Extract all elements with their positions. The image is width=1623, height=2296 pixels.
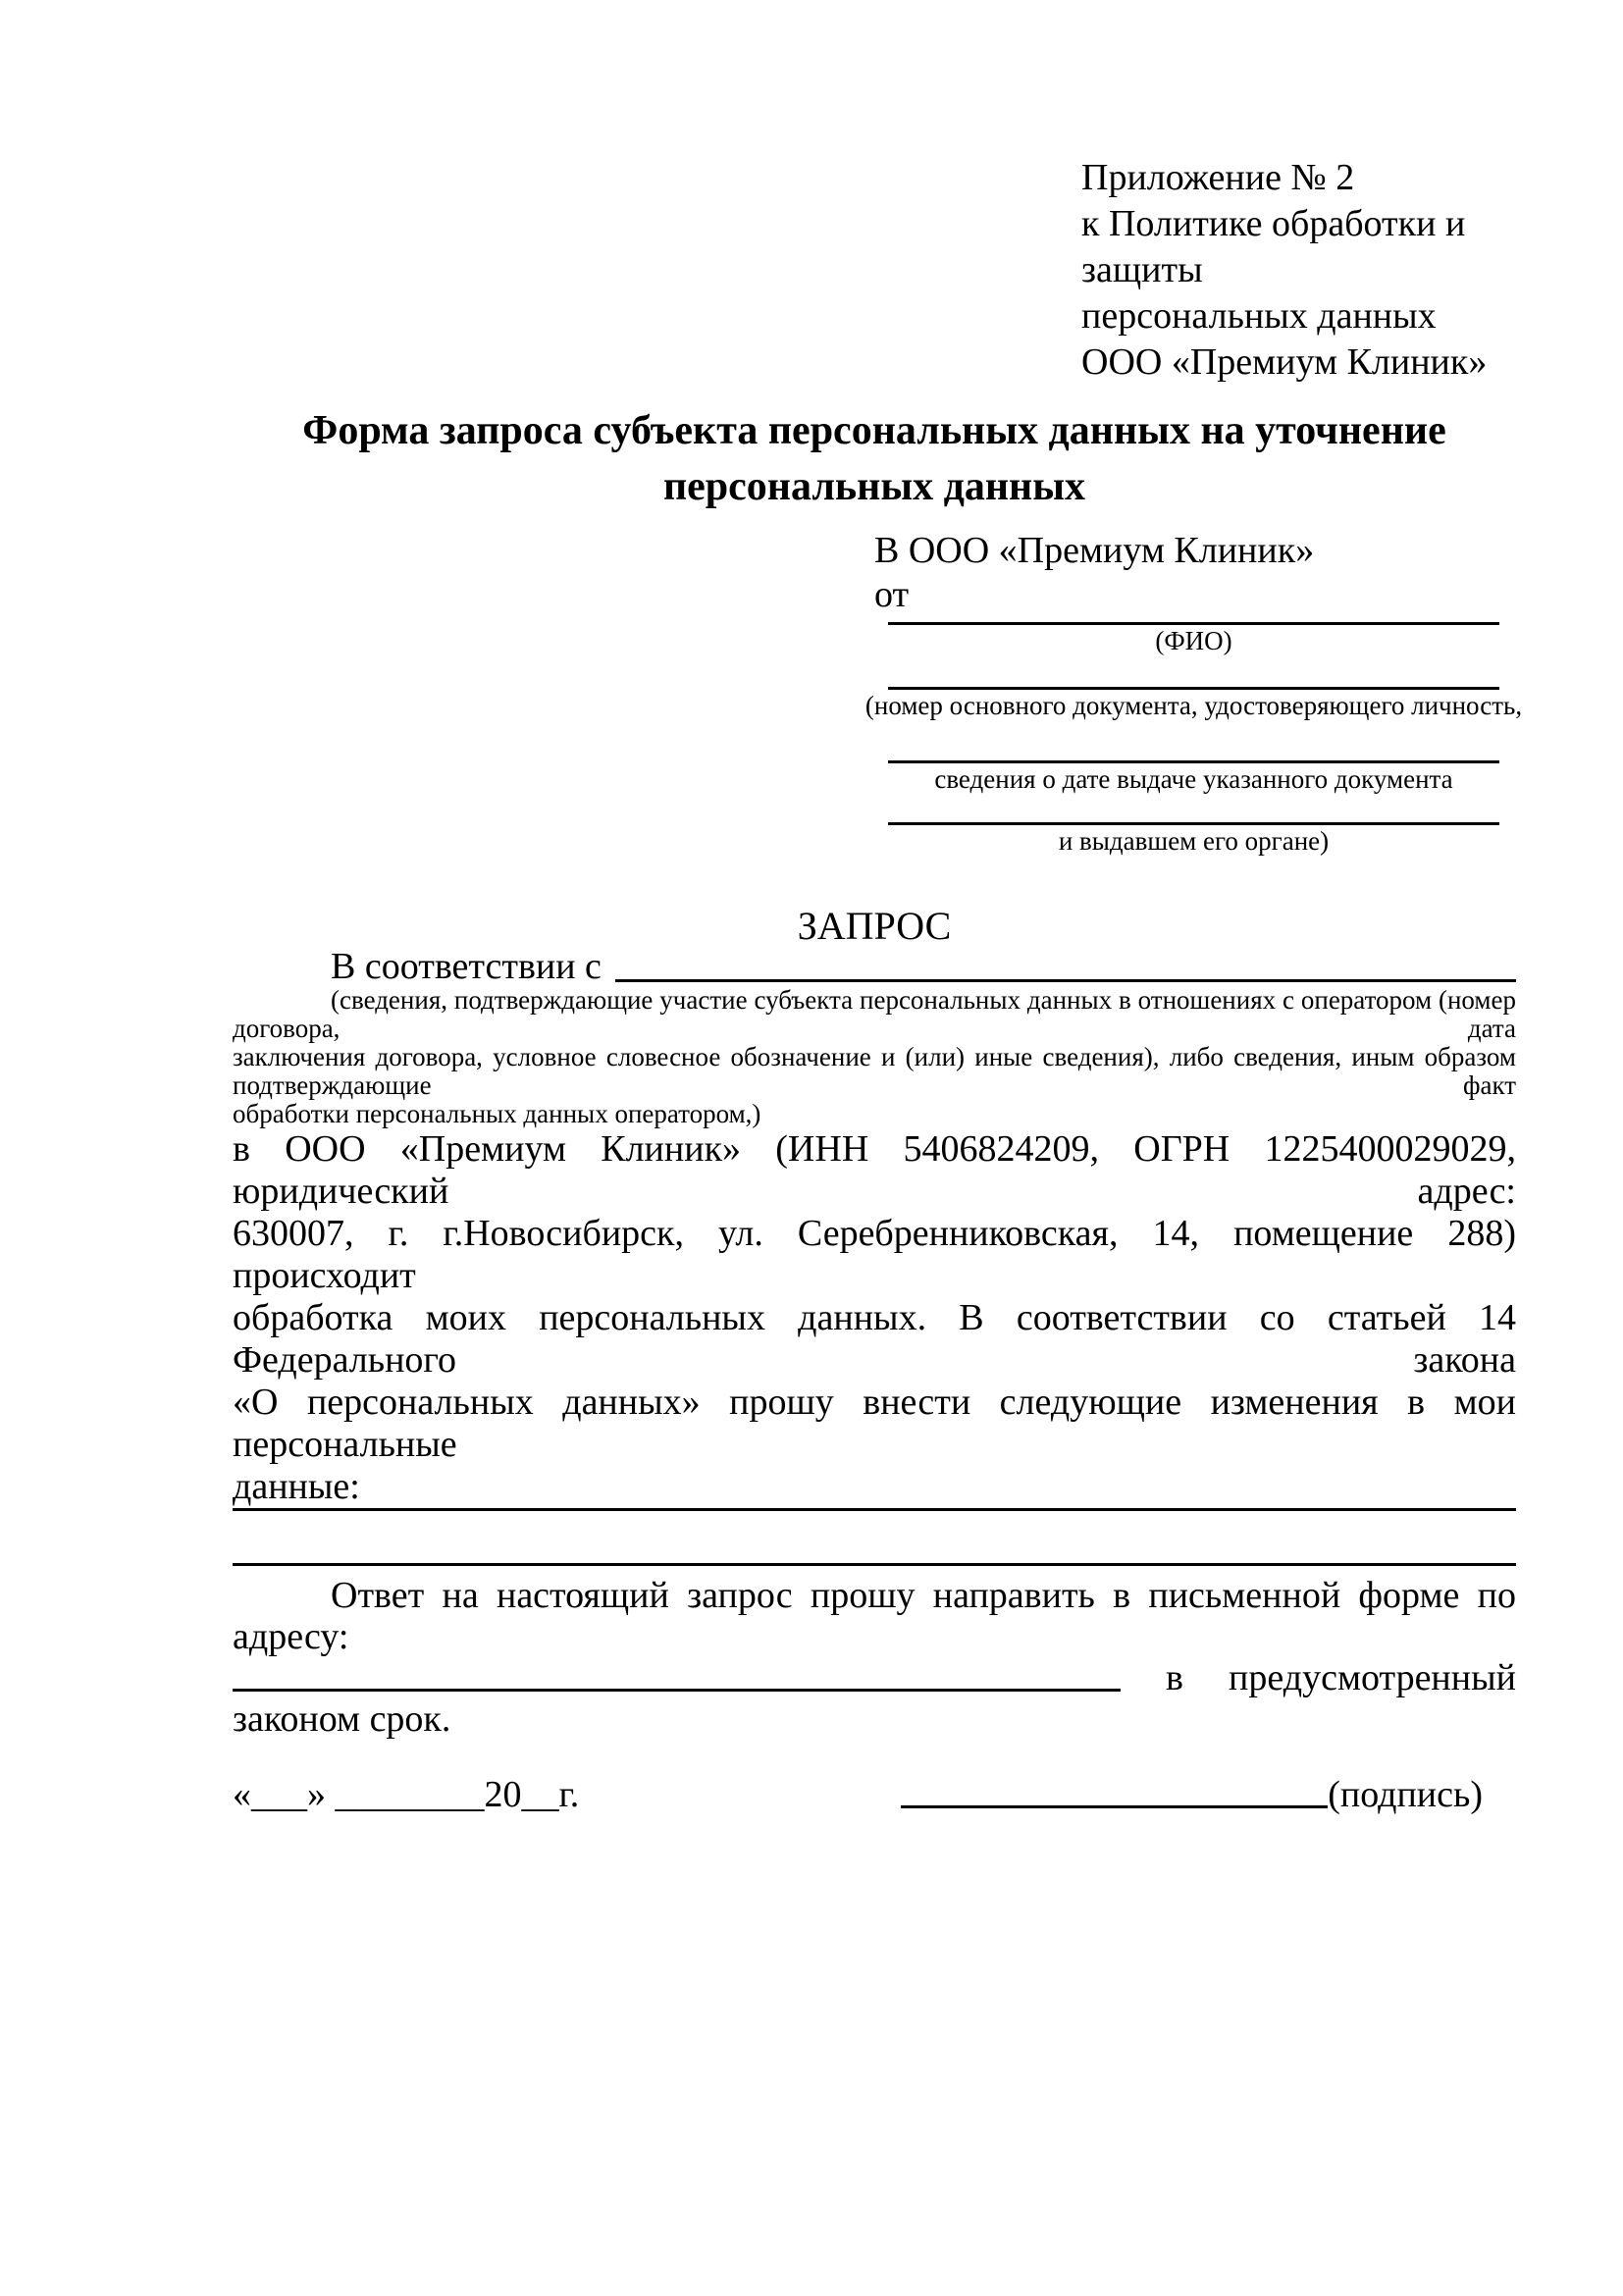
signature-block	[901, 1773, 1483, 1816]
issue-date-caption-text: сведения о дате выдаче указанного документа	[934, 764, 1453, 794]
basis-caption-line: заключения договора, условное словесное обозначение и (или) иные сведения), либо сведения, иным образом подтверждающие факт	[233, 1042, 1516, 1100]
issue-date-caption	[888, 763, 1499, 795]
addressee-to: В ООО «Премиум Клиник»	[874, 530, 1315, 571]
address-blank-line	[233, 1689, 1121, 1692]
document-title-line: Форма запроса субъекта персональных данных на уточнение	[302, 408, 1446, 453]
reply-paragraph	[233, 1575, 1516, 1740]
fio-blank-line	[888, 617, 1499, 625]
fio-caption-text: (ФИО)	[1155, 626, 1232, 655]
accordance-blank-line	[615, 979, 1516, 982]
doc-number-caption-text: (номер основного документа, удостоверяющего личность,	[864, 691, 1523, 720]
reply-word-stipulated: предусмотренный	[1229, 1657, 1516, 1698]
basis-caption-line: обработки персональных данных оператором,)	[233, 1099, 761, 1128]
issuing-authority-caption-text: и выдавшем его органе)	[1058, 826, 1330, 856]
body-paragraph	[233, 1128, 1516, 1508]
body-line: данные:	[233, 1466, 360, 1507]
document-title	[233, 403, 1516, 515]
reply-address-line	[233, 1657, 1516, 1698]
reply-closing: законом срок.	[233, 1698, 451, 1740]
date-signature-row	[233, 1773, 1516, 1816]
body-line: в ООО «Премиум Клиник» (ИНН 5406824209, ОГРН 1225400029029, юридический адрес:	[233, 1128, 1516, 1212]
accordance-line	[233, 947, 1516, 986]
addressee-from-label: от	[874, 574, 910, 615]
signature-blank-line	[901, 1805, 1328, 1808]
request-heading: ЗАПРОС	[797, 904, 952, 948]
basis-caption-line: (сведения, подтверждающие участие субъекта персональных данных в отношениях с оператором (номер договора, дата	[233, 985, 1516, 1043]
appendix-line: к Политике обработки и защиты	[1081, 203, 1466, 290]
body-line: «О персональных данных» прошу внести следующие изменения в мои персональные	[233, 1382, 1516, 1465]
accordance-lead: В соответствии с	[331, 946, 602, 987]
issuing-authority-blank-line	[888, 817, 1499, 825]
issue-date-blank-line	[888, 756, 1499, 763]
appendix-line: Приложение № 2	[1081, 157, 1355, 198]
issuing-authority-caption	[888, 825, 1499, 857]
date-blank: «___» ________20__г.	[233, 1774, 580, 1815]
doc-number-caption	[864, 690, 1523, 721]
addressee-block	[864, 529, 1523, 857]
appendix-line: ООО «Премиум Клиник»	[1081, 341, 1488, 383]
doc-number-blank-line	[888, 682, 1499, 690]
reply-word-in: в	[1166, 1657, 1183, 1698]
document-content	[233, 155, 1523, 1816]
document-title-line: персональных данных	[662, 464, 1086, 509]
signature-caption: (подпись)	[1328, 1774, 1483, 1815]
body-line: обработка моих персональных данных. В соответствии со статьей 14 Федерального закона	[233, 1297, 1516, 1381]
body-line: 630007, г. г.Новосибирск, ул. Серебренниковская, 14, помещение 288) происходит	[233, 1213, 1516, 1296]
changes-blank-line-2	[233, 1563, 1516, 1566]
appendix-block	[1081, 155, 1516, 386]
appendix-line: персональных данных	[1081, 295, 1437, 337]
reply-sentence: Ответ на настоящий запрос прошу направить в письменной форме по адресу:	[233, 1575, 1516, 1657]
fio-caption	[888, 625, 1499, 656]
addressee-fields	[864, 617, 1523, 857]
basis-caption	[233, 986, 1516, 1128]
changes-blank-line-1	[233, 1508, 1516, 1511]
